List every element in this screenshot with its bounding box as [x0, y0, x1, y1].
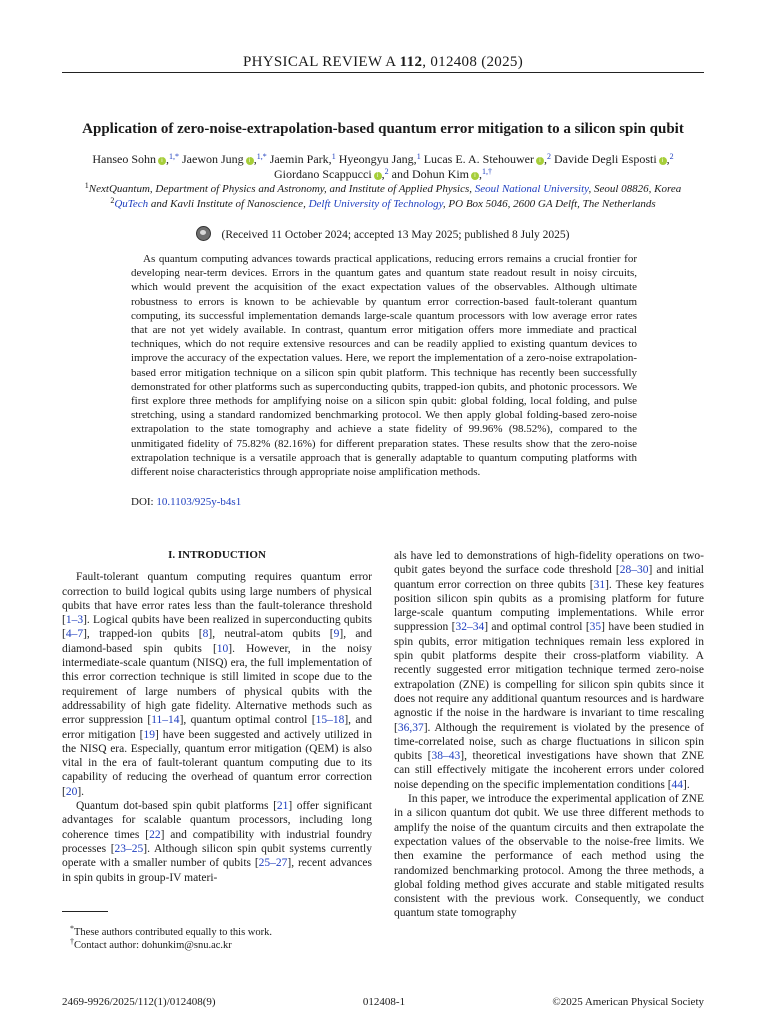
author-line-2: Giordano Scappucci i ,$^2$ and Dohun Kim i ,$^{1,\dagger}$	[274, 167, 492, 181]
footer-copyright: ©2025 American Physical Society	[552, 996, 704, 1008]
author-line-1: Hanseo Sohn i ,$^{1,*}$ Jaewon Jung i ,$^{1,*}$ Jaemin Park,$^1$ Hyeongyu Jang,$^1$ Lucas E. A. Stehouwer i ,$^2$ Davide Degli Esposti i ,$^2$	[92, 152, 674, 166]
citation-link[interactable]: 21	[276, 800, 289, 813]
affiliation-marker: 1	[84, 181, 89, 190]
footer-page-number: 012408-1	[362, 996, 406, 1008]
author-name: Jaewon Jung	[182, 152, 244, 166]
affiliation-marker: 2	[110, 196, 115, 205]
citation-link[interactable]: 32–34	[455, 621, 485, 634]
citation-link[interactable]: 20	[65, 785, 78, 798]
citation-link[interactable]: 35	[589, 621, 602, 634]
author-affiliation-marker: 1,*	[169, 152, 180, 161]
footnote-contact: †Contact author: dohunkim@snu.ac.kr	[70, 937, 232, 951]
author-affiliation-marker: 2	[547, 152, 551, 161]
citation-link[interactable]: 15–18	[315, 714, 345, 727]
author-name: Davide Degli Esposti	[554, 152, 657, 166]
section-heading: I. INTRODUCTION	[168, 549, 266, 561]
affiliation-text: NextQuantum, Department of Physics and Astronomy, and Institute of Applied Physics,	[88, 183, 475, 195]
affiliation-1	[62, 182, 704, 196]
affiliation-text: and Kavli Institute of Nanoscience,	[148, 198, 309, 210]
citation-link[interactable]: 4–7	[65, 628, 84, 641]
right-column	[394, 549, 704, 921]
author-name: Hyeongyu Jang,	[338, 152, 417, 166]
publication-history	[62, 226, 704, 241]
citation-link[interactable]: 10	[216, 642, 229, 655]
footnote-rule	[62, 911, 108, 912]
check-for-updates-icon[interactable]	[196, 226, 211, 241]
affiliation-text: , PO Box 5046, 2600 GA Delft, The Netherlands	[442, 198, 656, 210]
doi-link[interactable]: 10.1103/925y-b4s1	[156, 496, 242, 508]
journal-issue: , 012408 (2025)	[422, 54, 523, 70]
affiliation-link[interactable]: Delft University of Technology	[308, 198, 443, 210]
author-list	[62, 152, 704, 182]
citation-link[interactable]: 11–14	[151, 714, 180, 727]
orcid-icon[interactable]: i	[158, 157, 166, 165]
citation-link[interactable]: 38–43	[431, 750, 461, 763]
footnote-equal-contribution: *These authors contributed equally to this work.	[70, 924, 272, 938]
citation-link[interactable]: 31	[593, 578, 606, 591]
affiliation-text: , Seoul 08826, Korea	[588, 183, 682, 195]
received-dates: (Received 11 October 2024; accepted 13 May 2025; published 8 July 2025)	[221, 229, 570, 241]
author-name: Giordano Scappucci	[274, 167, 372, 181]
affiliation-link[interactable]: QuTech	[114, 198, 149, 210]
doi	[131, 496, 241, 508]
paragraph: Fault-tolerant quantum computing requires quantum error correction to build logical qubits using large numbers of physical qubits that have error rates less than the fault-tolerance threshold [1–3]. Logical qubits have been realized in superconducting qubits [4–7], trapped-ion qubits [8], neutral-atom qubits [9], and diamond-based spin qubits [10]. However, in the noisy intermediate-scale quantum (NISQ) era, the full implementation of this error correction technique is still limited in scope due to the requirement of large numbers of physical qubits with the addressability of high gate fidelity. Alternative methods such as error suppression [11–14], quantum optimal control [15–18], and error mitigation [19] have been suggested and actively utilized in the NISQ era. Especially, quantum error mitigation (QEM) is also vital in the era of fault-tolerant quantum computing due to its capability of reducing the overhead of quantum error correction [20].	[62, 571, 373, 798]
doi-label: DOI:	[131, 496, 157, 508]
paragraph: als have led to demonstrations of high-fidelity operations on two-qubit gates beyond the surface code threshold [28–30] and initial quantum error correction on three qubits [31]. These key features position silicon spin qubits as a promising platform for future large-scale quantum computing implementations. While error suppression [32–34] and optimal control [35] have been studied in spin qubits, error mitigation techniques remain less explored in spin qubit platforms despite their cross-platform viability. A recently suggested error mitigation technique termed zero-noise extrapolation (ZNE) is compelling for silicon spin qubits since it does not require any additional quantum resources and is hardware agnostic if the noise in the hardware is invariant to time rescaling [36,37]. Although the requirement is violated by the presence of time-correlated noise, such as charge fluctuations in silicon spin qubits [38–43], theoretical investigations have shown that ZNE can still effectively mitigate the incoherent errors under colored noise depending on the specific implementation conditions [44].	[394, 550, 704, 791]
header-rule	[62, 72, 704, 73]
author-name: Jaemin Park,	[269, 152, 332, 166]
citation-link[interactable]: 1–3	[65, 614, 84, 627]
orcid-icon[interactable]: i	[659, 157, 667, 165]
left-column	[62, 548, 372, 885]
citation-link[interactable]: 23–25	[114, 842, 144, 855]
orcid-icon[interactable]: i	[536, 157, 544, 165]
paragraph: Quantum dot-based spin qubit platforms [21] offer significant advantages for scalable quantum processors, including long coherence times [22] and compatibility with industrial foundry processes [23–25]. Although silicon spin qubit systems currently operate with a smaller number of qubits [25–27], recent advances in spin qubits in group-IV materi-	[62, 800, 373, 884]
footer-issn: 2469-9926/2025/112(1)/012408(9)	[62, 996, 216, 1008]
author-affiliation-marker: 1	[331, 152, 336, 161]
journal-volume: 112	[399, 54, 423, 70]
citation-link[interactable]: 25–27	[258, 857, 288, 870]
orcid-icon[interactable]: i	[246, 157, 254, 165]
author-affiliation-marker: 1	[416, 152, 421, 161]
affiliation-2	[62, 197, 704, 211]
article-title: Application of zero-noise-extrapolation-based quantum error mitigation to a silicon spin qubit	[82, 121, 684, 137]
citation-link[interactable]: 22	[149, 828, 161, 841]
abstract: As quantum computing advances towards practical applications, reducing errors remains a crucial frontier for developing near-term devices. Errors in the quantum gates and quantum state readout result in noisy circuits, which would prevent the acquisition of the exact expectation values of the observables. Although ultimate robustness to errors is known to be achievable by quantum error correction-based fault-tolerant quantum computing, its successful implementation demands large-scale quantum processors with low average error rates that are not yet widely available. In contrast, quantum error mitigation offers more immediate and practical techniques, which do not require extensive resources and can be readily applied to existing quantum devices to improve the accuracy of the expectation values. Here, we report the implementation of a zero-noise extrapolation-based error mitigation technique on a silicon spin qubit platform. This technique has recently been successfully demonstrated for other platforms such as superconducting qubits, trapped-ion qubits, and photonic processors. We first explore three methods for amplifying noise on a silicon spin qubit: global folding, local folding, and pulse stretching, using a standard randomized benchmarking protocol. We then apply global folding-based zero-noise extrapolation to the state tomography and achieve a state fidelity of 99.96% (98.52%), compared to the unmitigated fidelity of 75.82% (82.16%) for different preparation states. These results show that the zero-noise extrapolation technique is a versatile approach that is generally adaptable to quantum computing platforms with different noise characteristics through appropriate noise amplification methods.	[131, 253, 637, 479]
author-name: Hanseo Sohn	[92, 152, 157, 166]
citation-link[interactable]: 36,37	[397, 721, 424, 734]
author-name: and Dohun Kim	[391, 167, 469, 181]
author-affiliation-marker: 1,†	[481, 167, 492, 176]
orcid-icon[interactable]: i	[374, 172, 382, 180]
footnotes	[62, 926, 272, 952]
author-affiliation-marker: 2	[669, 152, 674, 161]
citation-link[interactable]: 9	[333, 628, 340, 641]
citation-link[interactable]: 44	[671, 778, 684, 791]
author-name: Lucas E. A. Stehouwer	[423, 152, 534, 166]
journal-header	[62, 54, 704, 71]
citation-link[interactable]: 8	[202, 628, 209, 641]
citation-link[interactable]: 28–30	[619, 564, 649, 577]
orcid-icon[interactable]: i	[471, 172, 479, 180]
journal-name: PHYSICAL REVIEW A	[242, 54, 396, 70]
author-affiliation-marker: 1,*	[256, 152, 267, 161]
citation-link[interactable]: 19	[143, 728, 155, 741]
affiliation-link[interactable]: Seoul National University	[474, 183, 589, 195]
paragraph: In this paper, we introduce the experimental application of ZNE in a silicon quantum dot qubit. We use three different methods to amplify the noise of the quantum circuits and then extrapolate the expectation values of the observable to the noise-free limits. We then examine the performance of each method using the randomized benchmarking protocol. Among the three methods, a global folding method gives accurate and stable mitigated results consistent with the previous work. Consequently, we conduct quantum state tomography	[394, 793, 704, 920]
author-affiliation-marker: 2	[384, 167, 389, 176]
